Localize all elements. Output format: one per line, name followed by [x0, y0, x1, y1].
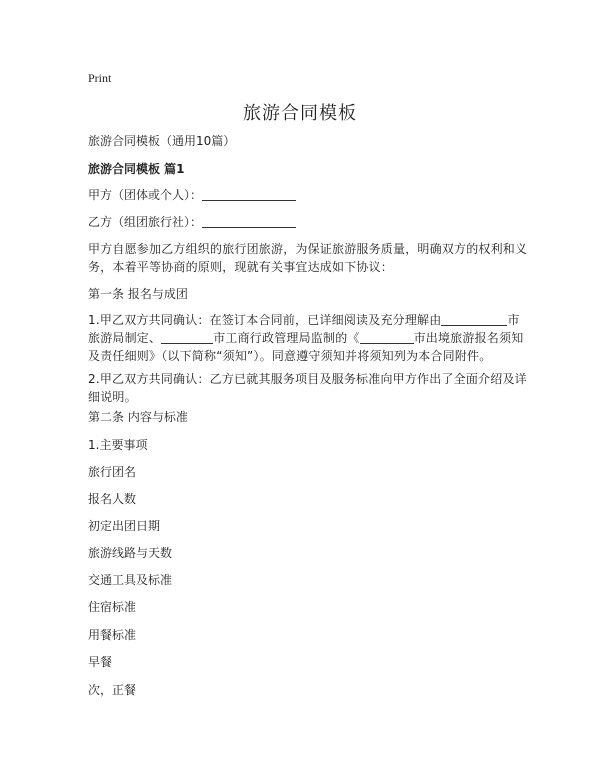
city-blank	[360, 331, 414, 344]
article-1-clause-2	[88, 370, 528, 406]
list-item: 旅游线路与天数	[88, 546, 173, 560]
party-a-blank	[202, 188, 296, 201]
list-item: 交通工具及标准	[88, 573, 173, 587]
print-link[interactable]: Print	[88, 71, 112, 85]
list-item: 用餐标准	[88, 628, 137, 642]
city-blank	[161, 331, 213, 344]
party-b-label: 乙方（组团旅行社）：	[88, 215, 203, 229]
article-2-title: 第二条 内容与标准	[88, 410, 188, 424]
list-item: 住宿标准	[88, 600, 137, 614]
section-heading: 旅游合同模板 篇1	[88, 162, 185, 176]
intro-line: 务，本着平等协商的原则，现就有关事宜达成如下协议：	[88, 260, 394, 274]
list-item: 旅行团名	[88, 465, 137, 479]
list-item: 次，正餐	[88, 683, 137, 697]
article-1-title: 第一条 报名与成团	[88, 287, 188, 301]
party-a-line	[88, 186, 296, 204]
clause-line: 细说明。	[88, 390, 137, 404]
clause-line: 1.甲乙双方共同确认：在签订本合同前，已详细阅读及充分理解由 市	[88, 313, 520, 327]
list-item: 1.主要事项	[88, 438, 148, 452]
party-b-line	[88, 213, 296, 231]
city-blank	[441, 313, 507, 326]
list-item: 早餐	[88, 655, 113, 669]
list-item: 报名人数	[88, 492, 137, 506]
document-title: 旅游合同模板	[243, 103, 357, 124]
party-a-label: 甲方（团体或个人）：	[88, 188, 203, 202]
document-subtitle: 旅游合同模板（通用10篇）	[88, 134, 236, 148]
article-1-clause-1	[88, 311, 528, 365]
list-item: 初定出团日期	[88, 519, 161, 533]
party-b-blank	[202, 215, 296, 228]
clause-line: 及责任细则》（以下简称“须知”）。同意遵守须知并将须知列为本合同附件。	[88, 349, 492, 363]
intro-paragraph	[88, 240, 528, 276]
intro-line: 甲方自愿参加乙方组织的旅行团旅游，为保证旅游服务质量，明确双方的权利和义	[88, 242, 528, 256]
clause-line: 旅游局制定、 市工商行政管理局监制的《 市出境旅游报名须知	[88, 331, 524, 345]
clause-line: 2.甲乙双方共同确认：乙方已就其服务项目及服务标准向甲方作出了全面介绍及详	[88, 372, 527, 386]
